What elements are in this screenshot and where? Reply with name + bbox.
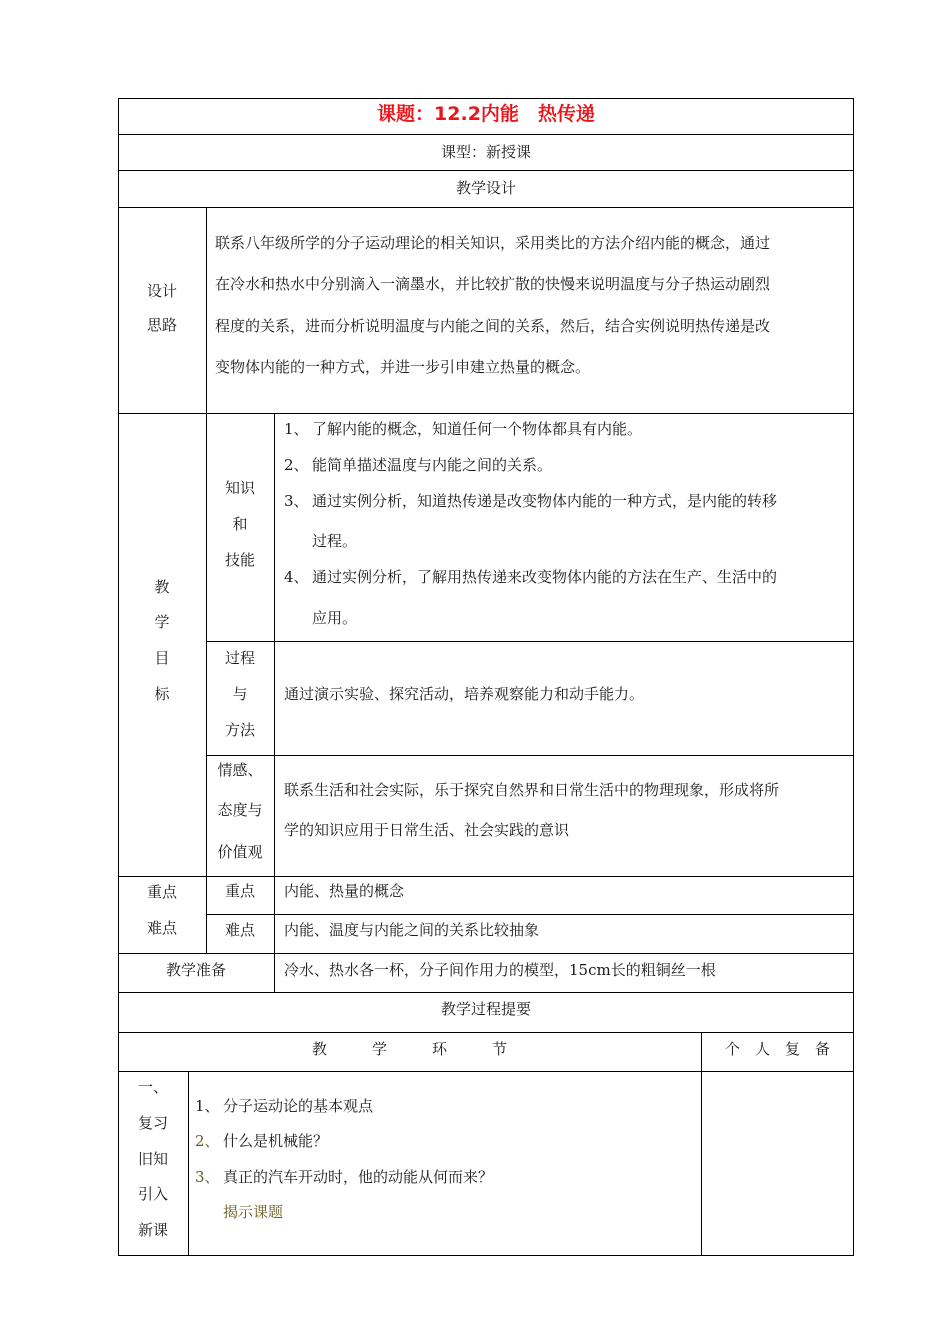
- item-continuation: 过程。: [312, 532, 358, 550]
- key-points-label-1: 重点: [146, 883, 177, 901]
- emotion-label: 情感、: [217, 761, 263, 779]
- objectives-label: 学: [154, 613, 170, 631]
- design-idea-line: 程度的关系，进而分析说明温度与内能之间的关系，然后，结合实例说明热传递是改: [215, 317, 771, 335]
- stage-header: 教 学 环 节: [311, 1040, 507, 1058]
- emotion-line: 学的知识应用于日常生活、社会实践的意识: [284, 821, 570, 839]
- item-number: 2、: [284, 456, 309, 474]
- knowledge-item: [284, 491, 777, 511]
- design-idea-line: 变物体内能的一种方式，并进一步引申建立热量的概念。: [215, 358, 591, 376]
- item-text: 能简单描述温度与内能之间的关系。: [312, 456, 553, 474]
- process-summary-heading: 教学过程提要: [440, 1000, 531, 1018]
- item-number: 1、: [195, 1097, 220, 1115]
- knowledge-item: [284, 419, 642, 439]
- knowledge-item: [284, 455, 552, 475]
- section1-label: 新课: [137, 1221, 168, 1239]
- knowledge-label: 和: [232, 515, 248, 533]
- item-text: 分子运动论的基本观点: [223, 1097, 374, 1115]
- section1-label: 引入: [137, 1185, 168, 1203]
- item-number: 3、: [284, 492, 309, 510]
- emotion-line: 联系生活和社会实际，乐于探究自然界和日常生活中的物理现象，形成将所: [284, 781, 780, 799]
- design-idea-label-1: 设计: [146, 282, 177, 300]
- item-number: 4、: [284, 568, 309, 586]
- section1-item: [195, 1131, 328, 1151]
- process-text: 通过演示实验、探究活动，培养观察能力和动手能力。: [284, 685, 645, 703]
- item-text: 通过实例分析，了解用热传递来改变物体内能的方法在生产、生活中的: [312, 568, 778, 586]
- item-text: 真正的汽车开动时，他的动能从何而来？: [223, 1168, 494, 1186]
- preparation-label: 教学准备: [165, 961, 226, 979]
- knowledge-item: [284, 567, 777, 587]
- knowledge-label: 技能: [224, 551, 255, 569]
- section1-item: [195, 1096, 373, 1116]
- lesson-type: 课型：新授课: [440, 143, 531, 161]
- emotion-label: 价值观: [217, 843, 263, 861]
- item-number: 3、: [195, 1168, 220, 1186]
- section1-label: 旧知: [137, 1150, 168, 1168]
- item-number: 2、: [195, 1132, 220, 1150]
- design-idea-line: 联系八年级所学的分子运动理论的相关知识，采用类比的方法介绍内能的概念，通过: [215, 234, 771, 252]
- item-text: 什么是机械能？: [223, 1132, 329, 1150]
- design-idea-label-2: 思路: [146, 316, 177, 334]
- item-text: 通过实例分析，知道热传递是改变物体内能的一种方式，是内能的转移: [312, 492, 778, 510]
- key-label: 重点: [224, 882, 255, 900]
- process-label: 过程: [224, 649, 255, 667]
- difficulty-label: 难点: [224, 921, 255, 939]
- item-continuation: 应用。: [312, 609, 358, 627]
- reveal-topic: 揭示课题: [223, 1203, 284, 1221]
- page-title: 课题：12.2内能 热传递: [377, 103, 595, 125]
- item-text: 了解内能的概念，知道任何一个物体都具有内能。: [312, 420, 643, 438]
- objectives-label: 目: [154, 649, 170, 667]
- process-label: 方法: [224, 721, 255, 739]
- item-number: 1、: [284, 420, 309, 438]
- key-text: 内能、热量的概念: [284, 882, 405, 900]
- section1-item: [195, 1167, 493, 1187]
- emotion-label: 态度与: [217, 801, 263, 819]
- knowledge-label: 知识: [224, 479, 255, 497]
- objectives-label: 标: [154, 685, 170, 703]
- design-idea-line: 在冷水和热水中分别滴入一滴墨水，并比较扩散的快慢来说明温度与分子热运动剧烈: [215, 275, 771, 293]
- section1-label: 一、: [137, 1078, 168, 1096]
- process-label: 与: [232, 685, 248, 703]
- personal-notes-header: 个 人 复 备: [724, 1040, 830, 1058]
- teaching-design-heading: 教学设计: [455, 179, 516, 197]
- section1-label: 复习: [137, 1114, 168, 1132]
- difficulty-text: 内能、温度与内能之间的关系比较抽象: [284, 921, 540, 939]
- objectives-label: 教: [154, 578, 170, 596]
- preparation-text: 冷水、热水各一杯，分子间作用力的模型，15cm长的粗铜丝一根: [284, 961, 716, 979]
- key-points-label-2: 难点: [146, 919, 177, 937]
